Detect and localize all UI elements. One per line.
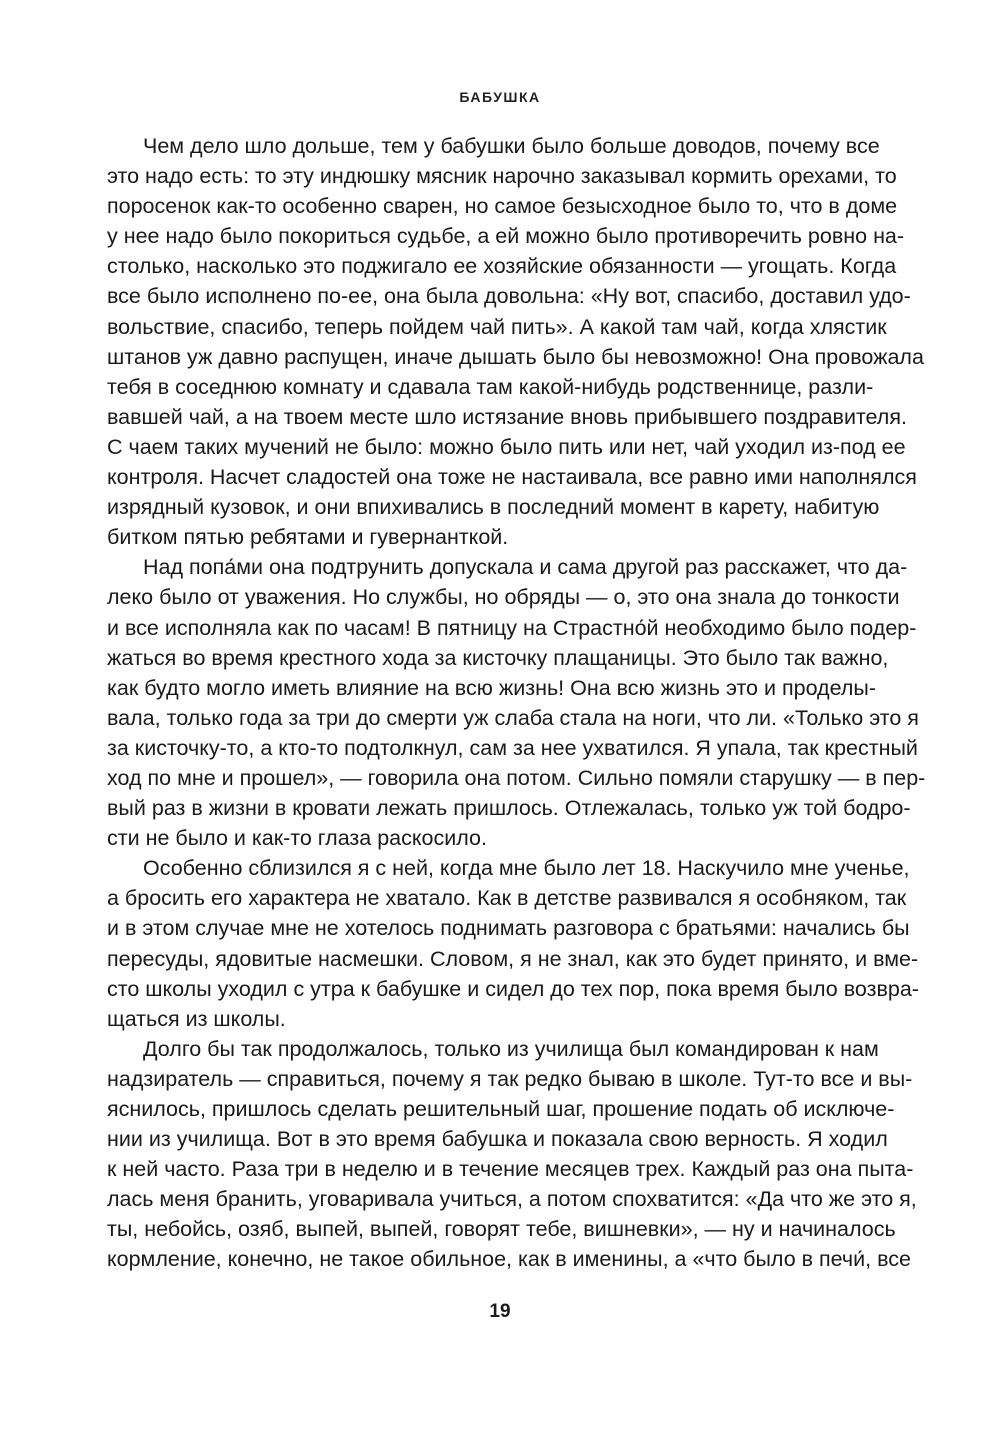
text-line: все было исполнено по-ее, она была довольна: «Ну вот, спасибо, доставил удо-	[107, 284, 911, 309]
text-line: изрядный кузовок, и они впихивались в последний момент в карету, набитую	[107, 495, 880, 520]
text-line: за кисточку-то, а кто-то подтолкнул, сам за нее ухватился. Я упала, так крестный	[107, 735, 918, 760]
text-line: нии из училища. Вот в это время бабушка и показала свою верность. Я ходил	[107, 1127, 888, 1152]
text-line: жаться во время крестного хода за кисточку плащаницы. Это было так важно,	[107, 645, 889, 670]
text-line: Особенно сблизился я с ней, когда мне было лет 18. Наскучило мне ученье,	[143, 856, 910, 881]
text-line: как будто могло иметь влияние на всю жизнь! Она всю жизнь это и проделы-	[107, 675, 877, 700]
text-line: пересуды, ядовитые насмешки. Словом, я не знал, как это будет принято, и вме-	[107, 946, 919, 971]
text-line: штанов уж давно распущен, иначе дышать было бы невозможно! Она провожала	[107, 344, 924, 369]
text-line: Над попа́ми она подтрунить допускала и сама другой раз расскажет, что да-	[143, 555, 908, 580]
text-line: это надо есть: то эту индюшку мясник нарочно заказывал кормить орехами, то	[107, 164, 897, 189]
text-line: С чаем таких мучений не было: можно было пить или нет, чай уходил из-под ее	[107, 434, 906, 459]
text-line: и все исполняла как по часам! В пятницу на Страстно́й необходимо было подер-	[107, 615, 917, 640]
paragraph-1	[107, 131, 924, 552]
text-line: ход по мне и прошел», — говорила она потом. Сильно помяли старушку — в пер-	[107, 765, 926, 790]
text-line: лась меня бранить, уговаривала учиться, а потом спохватится: «Да что же это я,	[107, 1187, 917, 1212]
text-line: тебя в соседнюю комнату и сдавала там какой-нибудь родственнице, разли-	[107, 374, 874, 399]
text-line: ты, небойсь, озяб, выпей, выпей, говорят тебе, вишневки», — ну и начиналось	[107, 1217, 896, 1242]
text-line: леко было от уважения. Но службы, но обряды — о, это она знала до тонкости	[107, 585, 900, 610]
paragraph-2	[107, 552, 926, 853]
paragraph-4	[107, 1034, 917, 1275]
text-line: Чем дело шло дольше, тем у бабушки было больше доводов, почему все	[143, 134, 880, 158]
text-line: столько, насколько это поджигало ее хозяйские обязанности — угощать. Когда	[107, 254, 897, 279]
text-line: вала, только года за три до смерти уж слаба стала на ноги, что ли. «Только это я	[107, 705, 919, 730]
text-line: а бросить его характера не хватало. Как в детстве развивался я особняком, так	[107, 886, 907, 911]
text-line: контроля. Насчет сладостей она тоже не настаивала, все равно ими наполнялся	[107, 465, 917, 490]
text-line: и в этом случае мне не хотелось поднимать разговора с братьями: начались бы	[107, 916, 910, 941]
page-number: 19	[489, 1301, 511, 1322]
running-head-title: БАБУШКА	[459, 89, 541, 105]
text-line: к ней часто. Раза три в неделю и в течение месяцев трех. Каждый раз она пыта-	[107, 1157, 914, 1182]
text-line: у нее надо было покориться судьбе, а ей можно было противоречить ровно на-	[107, 224, 905, 249]
text-line: сто школы уходил с утра к бабушке и сидел до тех пор, пока время было возвра-	[107, 976, 919, 1001]
text-line: Долго бы так продолжалось, только из училища был командирован к нам	[143, 1036, 879, 1061]
text-line: кормление, конечно, не такое обильное, как в именины, а «что было в печи́, все	[107, 1247, 911, 1272]
text-line: вавшей чай, а на твоем месте шло истязание вновь прибывшего поздравителя.	[107, 404, 907, 429]
text-line: вый раз в жизни в кровати лежать пришлось. Отлежалась, только уж той бодро-	[107, 796, 911, 821]
text-line: надзиратель — справиться, почему я так редко бываю в школе. Тут-то все и вы-	[107, 1066, 913, 1091]
text-line: щаться из школы.	[107, 1006, 286, 1031]
text-line: битком пятью ребятами и гувернанткой.	[107, 525, 509, 550]
page-body-text	[107, 131, 926, 1275]
paragraph-3	[107, 853, 919, 1034]
text-line: яснилось, пришлось сделать решительный шаг, прошение подать об исключе-	[107, 1097, 895, 1121]
text-line: поросенок как-то особенно сварен, но самое безысходное было то, что в доме	[107, 194, 898, 219]
text-line: сти не было и как-то глаза раскосило.	[107, 826, 487, 851]
text-line: вольствие, спасибо, теперь пойдем чай пить». А какой там чай, когда хлястик	[107, 314, 887, 339]
